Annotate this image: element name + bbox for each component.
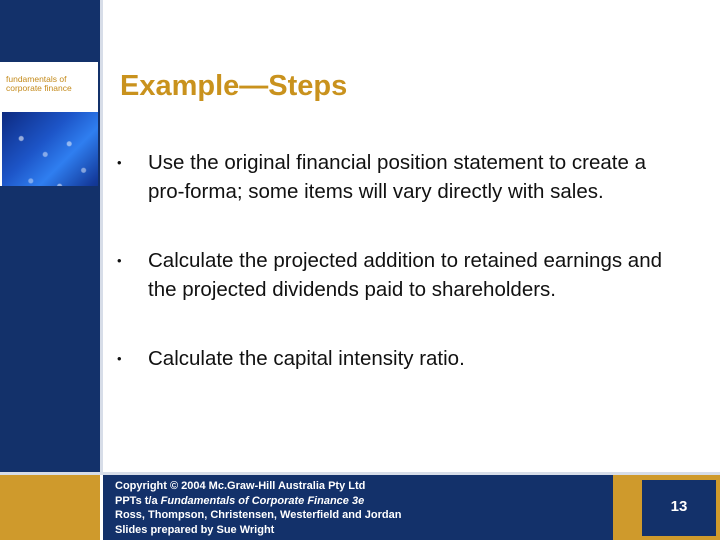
bullet-list [117,148,677,373]
bullet-icon: • [117,351,122,366]
book-cover-title-line2: corporate finance [6,83,72,93]
bullet-item [117,344,677,373]
book-cover-title-line1: fundamentals of [6,74,67,84]
book-cover-title [6,75,96,93]
book-cover-image [0,62,98,186]
book-cover-photo [2,112,98,186]
ppt-source-prefix: PPTs t/a [115,494,161,507]
slide-title: Example—Steps [120,70,348,102]
authors-line: Ross, Thompson, Christensen, Westerfield and Jordan [115,509,402,521]
ppt-source-line [115,494,605,509]
bullet-text: Use the original financial position statement to create a pro-forma; some items will vary directly with sales. [148,151,646,203]
bullet-text: Calculate the projected addition to retained earnings and the projected dividends paid to shareholders. [148,249,662,301]
bullet-icon: • [117,155,122,170]
bullet-icon: • [117,253,122,268]
footer-gold-block-left [0,475,100,540]
ppt-source-book: Fundamentals of Corporate Finance 3e [160,494,365,507]
sidebar-divider [100,0,103,475]
page-number: 13 [670,498,688,515]
bullet-item [117,148,677,206]
copyright-notice [115,479,605,537]
slides-credit-line: Slides prepared by Sue Wright [115,523,275,536]
bullet-item [117,246,677,304]
bullet-text: Calculate the capital intensity ratio. [148,347,465,370]
copyright-line: Copyright © 2004 Mc.Graw-Hill Australia Pty Ltd [115,480,366,492]
